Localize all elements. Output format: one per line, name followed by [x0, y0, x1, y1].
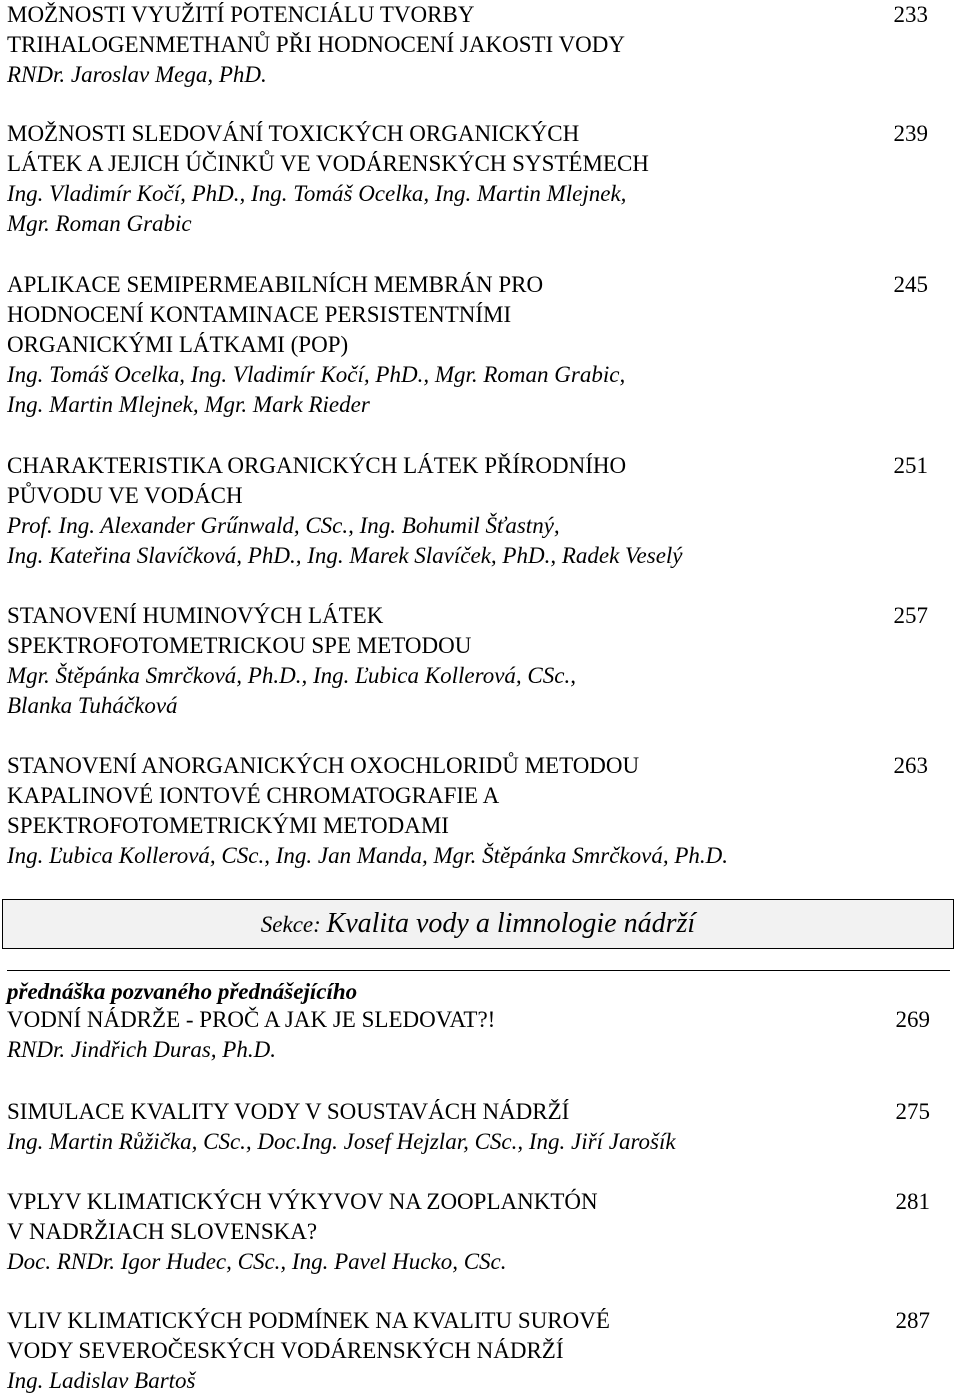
- toc-entry: [7, 751, 933, 871]
- toc-entry: [7, 1187, 933, 1277]
- page-number: 281: [895, 1189, 930, 1214]
- toc-entry: [7, 119, 933, 239]
- entry-title: VODNÍ NÁDRŽE - PROČ A JAK JE SLEDOVAT?!: [7, 1007, 496, 1032]
- entry-authors: Mgr. Roman Grabic: [7, 211, 192, 236]
- toc-entry: [7, 1306, 933, 1396]
- entry-title: PŮVODU VE VODÁCH: [7, 483, 243, 508]
- page-number: 263: [893, 753, 928, 778]
- entry-authors: Ing. Ladislav Bartoš: [7, 1368, 196, 1393]
- entry-title: ORGANICKÝMI LÁTKAMI (POP): [7, 332, 349, 357]
- entry-title: SIMULACE KVALITY VODY V SOUSTAVÁCH NÁDRŽÍ: [7, 1099, 570, 1124]
- page-number: 257: [893, 603, 928, 628]
- toc-entry: [7, 1005, 933, 1065]
- entry-authors: RNDr. Jindřich Duras, Ph.D.: [7, 1037, 276, 1062]
- entry-title: STANOVENÍ HUMINOVÝCH LÁTEK: [7, 603, 384, 628]
- page-number: 245: [893, 272, 928, 297]
- toc-entry: [7, 270, 933, 420]
- entry-title: LÁTEK A JEJICH ÚČINKŮ VE VODÁRENSKÝCH SYSTÉMECH: [7, 151, 649, 176]
- page-number: 269: [895, 1007, 930, 1032]
- entry-title: KAPALINOVÉ IONTOVÉ CHROMATOGRAFIE A: [7, 783, 500, 808]
- entry-authors: Mgr. Štěpánka Smrčková, Ph.D., Ing. Ľubica Kollerová, CSc.,: [7, 663, 576, 688]
- entry-authors: Ing. Ľubica Kollerová, CSc., Ing. Jan Manda, Mgr. Štěpánka Smrčková, Ph.D.: [7, 843, 728, 868]
- toc-entry: [7, 1097, 933, 1157]
- entry-title: VPLYV KLIMATICKÝCH VÝKYVOV NA ZOOPLANKTÓN: [7, 1189, 598, 1214]
- invited-lecture-label: přednáška pozvaného přednášejícího: [7, 979, 358, 1004]
- page-number: 251: [893, 453, 928, 478]
- page-number: 233: [893, 2, 928, 27]
- entry-title: MOŽNOSTI SLEDOVÁNÍ TOXICKÝCH ORGANICKÝCH: [7, 121, 580, 146]
- entry-authors: Doc. RNDr. Igor Hudec, CSc., Ing. Pavel Hucko, CSc.: [7, 1249, 507, 1274]
- entry-title: TRIHALOGENMETHANŮ PŘI HODNOCENÍ JAKOSTI VODY: [7, 32, 625, 57]
- toc-entry: [7, 601, 933, 721]
- entry-title: APLIKACE SEMIPERMEABILNÍCH MEMBRÁN PRO: [7, 272, 544, 297]
- entry-authors: Ing. Kateřina Slavíčková, PhD., Ing. Marek Slavíček, PhD., Radek Veselý: [7, 543, 683, 568]
- entry-authors: RNDr. Jaroslav Mega, PhD.: [7, 62, 267, 87]
- entry-authors: Ing. Martin Mlejnek, Mgr. Mark Rieder: [7, 392, 370, 417]
- divider: [7, 970, 950, 971]
- section-title: Kvalita vody a limnologie nádrží: [326, 908, 696, 939]
- toc-entry: [7, 0, 933, 90]
- toc-entry: [7, 451, 933, 571]
- entry-authors: Blanka Tuháčková: [7, 693, 178, 718]
- entry-authors: Ing. Vladimír Kočí, PhD., Ing. Tomáš Ocelka, Ing. Martin Mlejnek,: [7, 181, 627, 206]
- entry-authors: Ing. Martin Růžička, CSc., Doc.Ing. Josef Hejzlar, CSc., Ing. Jiří Jarošík: [7, 1129, 676, 1154]
- entry-title: SPEKTROFOTOMETRICKOU SPE METODOU: [7, 633, 472, 658]
- page-number: 239: [893, 121, 928, 146]
- entry-title: VODY SEVEROČESKÝCH VODÁRENSKÝCH NÁDRŽÍ: [7, 1338, 564, 1363]
- entry-title: CHARAKTERISTIKA ORGANICKÝCH LÁTEK PŘÍRODNÍHO: [7, 453, 627, 478]
- entry-title: V NADRŽIACH SLOVENSKA?: [7, 1219, 318, 1244]
- entry-title: STANOVENÍ ANORGANICKÝCH OXOCHLORIDŮ METODOU: [7, 753, 640, 778]
- entry-authors: Prof. Ing. Alexander Grűnwald, CSc., Ing. Bohumil Šťastný,: [7, 513, 560, 538]
- page-number: 287: [895, 1308, 930, 1333]
- entry-title: SPEKTROFOTOMETRICKÝMI METODAMI: [7, 813, 449, 838]
- entry-title: VLIV KLIMATICKÝCH PODMÍNEK NA KVALITU SUROVÉ: [7, 1308, 610, 1333]
- section-banner: [2, 899, 954, 949]
- entry-title: HODNOCENÍ KONTAMINACE PERSISTENTNÍMI: [7, 302, 512, 327]
- entry-title: MOŽNOSTI VYUŽITÍ POTENCIÁLU TVORBY: [7, 2, 475, 27]
- page-number: 275: [895, 1099, 930, 1124]
- entry-authors: Ing. Tomáš Ocelka, Ing. Vladimír Kočí, PhD., Mgr. Roman Grabic,: [7, 362, 626, 387]
- section-prefix: Sekce:: [260, 912, 327, 937]
